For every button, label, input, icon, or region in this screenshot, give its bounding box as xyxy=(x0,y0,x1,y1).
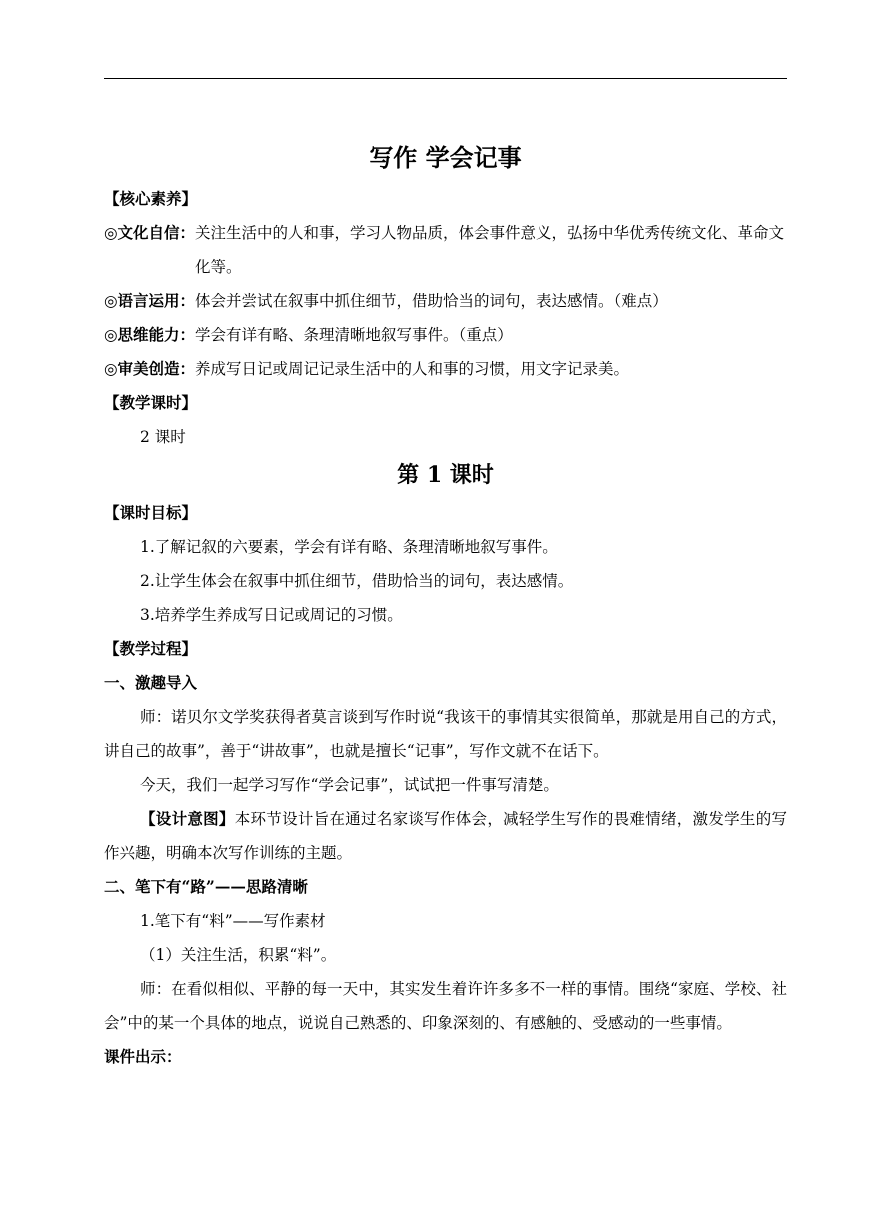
section-1-paragraph: 师：诺贝尔文学奖获得者莫言谈到写作时说“我该干的事情其实很简单，那就是用自己的方式，讲自己的故事”，善于“讲故事”，也就是擅长“记事”，写作文就不在话下。 xyxy=(104,708,787,760)
literacy-label: ◎文化自信： xyxy=(104,223,196,242)
lesson-title: 第 1 课时 xyxy=(397,462,494,488)
literacy-item-aesthetic xyxy=(104,352,787,386)
literacy-label: ◎审美创造： xyxy=(104,359,196,378)
section-1-paragraph: 今天，我们一起学习写作“学会记事”，试试把一件事写清楚。 xyxy=(140,776,559,794)
header-rule xyxy=(104,78,787,79)
subsection-item: （1）关注生活，积累“料”。 xyxy=(140,946,337,964)
document-title: 写作 学会记事 xyxy=(369,143,522,172)
literacy-item-language xyxy=(104,284,787,318)
core-literacy-heading: 【核心素养】 xyxy=(104,189,198,208)
lesson-goals-heading: 【课时目标】 xyxy=(104,503,198,522)
document-body xyxy=(104,140,787,1074)
section-2-paragraph: 师：在看似相似、平静的每一天中，其实发生着许许多多不一样的事情。围绕“家庭、学校、社会”中的某一个具体的地点，说说自己熟悉的、印象深刻的、有感触的、受感动的一些事情。 xyxy=(104,980,787,1032)
section-2-heading: 二、笔下有“路”——思路清晰 xyxy=(104,877,308,896)
design-intent-label: 【设计意图】 xyxy=(140,809,235,828)
design-intent-paragraph xyxy=(104,802,787,870)
courseware-label: 课件出示： xyxy=(104,1047,182,1066)
teaching-hours-heading: 【教学课时】 xyxy=(104,393,198,412)
section-1-heading: 一、激趣导入 xyxy=(104,673,198,692)
literacy-text: 养成写日记或周记记录生活中的人和事的习惯，用文字记录美。 xyxy=(195,360,630,378)
teaching-hours-value: 2 课时 xyxy=(140,428,186,446)
literacy-text: 体会并尝试在叙事中抓住细节，借助恰当的词句，表达感情。（难点） xyxy=(195,292,668,310)
design-intent-text: 本环节设计旨在通过名家谈写作体会，减轻学生写作的畏难情绪，激发学生的写作兴趣，明确本次写作训练的主题。 xyxy=(104,810,787,862)
literacy-label: ◎思维能力： xyxy=(104,325,196,344)
literacy-text: 学会有详有略、条理清晰地叙写事件。（重点） xyxy=(195,326,513,344)
goal-item: 1.了解记叙的六要素，学会有详有略、条理清晰地叙写事件。 xyxy=(140,538,558,556)
literacy-item-thinking xyxy=(104,318,787,352)
goal-item: 3.培养学生养成写日记或周记的习惯。 xyxy=(140,606,403,624)
literacy-label: ◎语言运用： xyxy=(104,291,196,310)
literacy-text: 关注生活中的人和事，学习人物品质，体会事件意义，弘扬中华优秀传统文化、革命文化等。 xyxy=(195,224,785,276)
literacy-item-culture xyxy=(104,216,787,284)
goal-item: 2.让学生体会在叙事中抓住细节，借助恰当的词句，表达感情。 xyxy=(140,572,574,590)
teaching-process-heading: 【教学过程】 xyxy=(104,639,198,658)
subsection-heading: 1.笔下有“料”——写作素材 xyxy=(140,912,326,930)
